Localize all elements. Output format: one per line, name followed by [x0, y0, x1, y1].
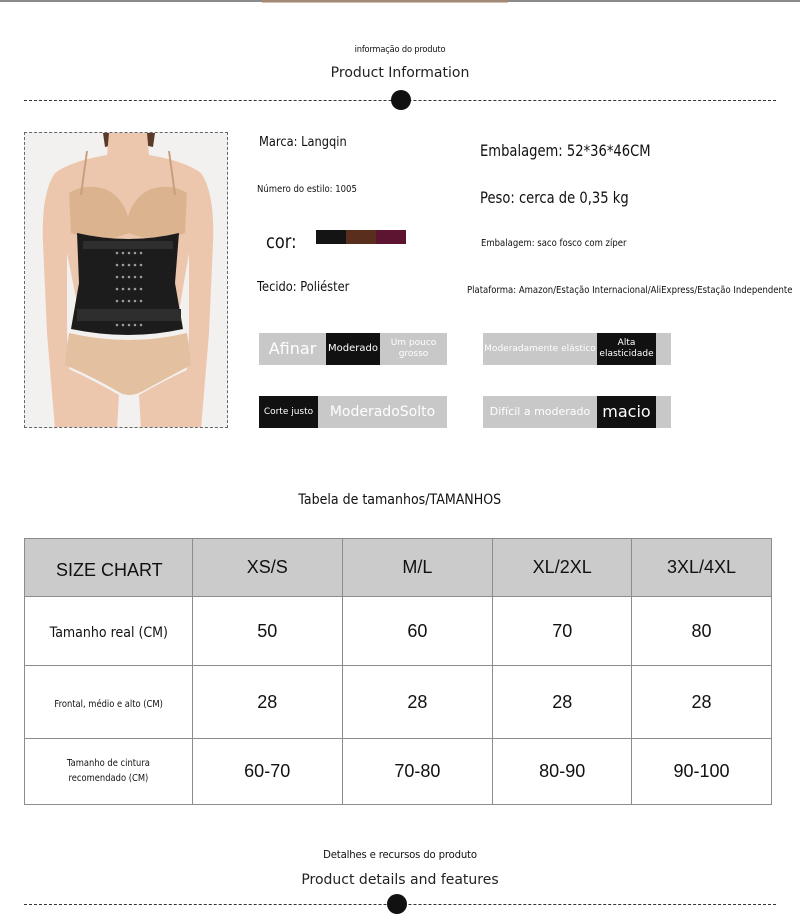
softness-option-firm: Difícil a moderado — [483, 396, 597, 428]
product-photo — [24, 132, 228, 428]
brand-label: Marca: Langqin — [259, 135, 347, 150]
elasticity-option-moderate: Moderadamente elástico — [483, 333, 597, 365]
divider-dot — [387, 894, 407, 914]
color-swatch-brown — [346, 230, 376, 244]
product-info-title-en: Product Information — [330, 65, 470, 81]
row-label-actual-size: Tamanho real (CM) — [25, 597, 193, 666]
table-cell: 50 — [192, 597, 342, 666]
table-cell: 28 — [493, 666, 632, 739]
table-cell: 28 — [192, 666, 342, 739]
size-chart-header: SIZE CHART — [25, 539, 193, 597]
elasticity-scale — [483, 333, 671, 365]
platform-label: Plataforma: Amazon/Estação Internacional/AliExpress/Estação Independente — [467, 285, 793, 296]
elasticity-option-high-selected: Alta elasticidade — [597, 333, 656, 365]
packaging-type-label: Embalagem: saco fosco com zíper — [481, 238, 627, 249]
size-table-header-row — [25, 539, 772, 597]
table-cell: 60 — [342, 597, 493, 666]
cut-option-fitted-selected: Corte justo — [259, 396, 318, 428]
table-row — [25, 739, 772, 805]
waist-trainer-illustration — [25, 133, 228, 428]
product-details-title-en: Product details and features — [301, 872, 499, 888]
fit-option-moderate-selected: Moderado — [326, 333, 380, 365]
product-info-heading — [0, 45, 800, 81]
table-cell: 28 — [342, 666, 493, 739]
color-swatch-wine — [376, 230, 406, 244]
size-table-title: Tabela de tamanhos/TAMANHOS — [298, 492, 502, 508]
table-cell: 28 — [632, 666, 772, 739]
fit-option-slim: Afinar — [259, 333, 326, 365]
packaging-size-label: Embalagem: 52*36*46CM — [480, 141, 651, 160]
fabric-label: Tecido: Poliéster — [257, 280, 350, 295]
table-cell: 60-70 — [192, 739, 342, 805]
cut-option-loose: ModeradoSolto — [318, 396, 447, 428]
product-details-title-pt: Detalhes e recursos do produto — [323, 848, 477, 861]
elasticity-scale-end — [656, 333, 671, 365]
divider-dot — [391, 90, 411, 110]
color-label: cor: — [266, 231, 297, 253]
product-details-heading — [0, 848, 800, 888]
row-label-front-height: Frontal, médio e alto (CM) — [25, 666, 193, 739]
fit-option-thick: Um pouco grosso — [380, 333, 447, 365]
size-header-3xl-4xl: 3XL/4XL — [632, 539, 772, 597]
softness-scale-end — [656, 396, 671, 428]
color-swatch-black — [316, 230, 346, 244]
cut-scale — [259, 396, 447, 428]
table-cell: 80-90 — [493, 739, 632, 805]
top-image-edge — [262, 0, 508, 3]
softness-scale — [483, 396, 671, 428]
style-number-label: Número do estilo: 1005 — [257, 184, 357, 195]
row-label-recommended-waist: Tamanho de cintura recomendado (CM) — [25, 739, 193, 805]
table-cell: 70-80 — [342, 739, 493, 805]
size-chart-table — [24, 538, 772, 805]
table-cell: 90-100 — [632, 739, 772, 805]
table-row — [25, 666, 772, 739]
size-header-xs-s: XS/S — [192, 539, 342, 597]
product-info-title-pt: informação do produto — [354, 45, 446, 55]
fit-scale — [259, 333, 447, 365]
table-cell: 70 — [493, 597, 632, 666]
size-header-xl-2xl: XL/2XL — [493, 539, 632, 597]
table-cell: 80 — [632, 597, 772, 666]
table-row — [25, 597, 772, 666]
weight-label: Peso: cerca de 0,35 kg — [480, 188, 629, 207]
softness-option-soft-selected: macio — [597, 396, 656, 428]
size-header-m-l: M/L — [342, 539, 493, 597]
